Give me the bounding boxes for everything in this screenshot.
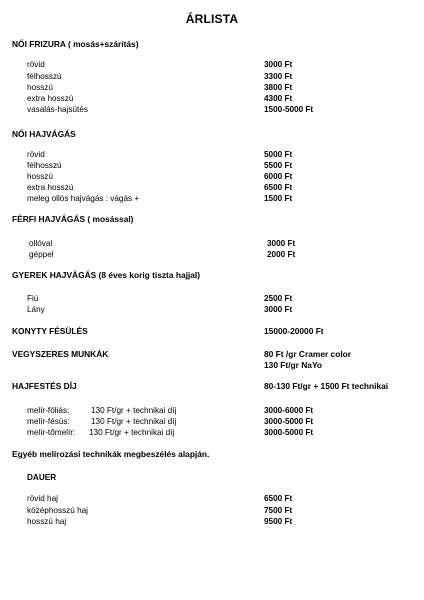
price-row: meleg ollós hajvágás : vágás + 1500 Ft (27, 194, 293, 203)
price-row: ollóval 3000 Ft (29, 239, 296, 248)
price-row: középhosszú haj 7500 Ft (27, 506, 293, 515)
price-row: hosszú 3800 Ft (27, 83, 293, 92)
section-header-hajfestes: HAJFESTÉS DÍJ 80-130 Ft/gr + 1500 Ft technikai (12, 381, 389, 391)
price-row: melír-tőmelír: 130 Ft/gr + technikai díj 3000-5000 Ft (27, 428, 314, 437)
price-row: extra hosszú 6500 Ft (27, 183, 293, 192)
price-row: Lány 3000 Ft (27, 305, 293, 314)
price-row: vasalás-hajsütés 1500-5000 Ft (27, 105, 314, 114)
vegyszeres-price-2: 130 Ft/gr NaYo (264, 360, 323, 370)
price-row: rövid 3000 Ft (27, 60, 293, 69)
section-header-konyty: KONYTY FÉSÜLÉS 15000-20000 Ft (12, 326, 324, 336)
section-header-noi-hajvagas: NŐI HAJVÁGÁS (12, 129, 76, 139)
price-row: Fiú 2500 Ft (27, 294, 293, 303)
section-header-noi-frizura: NŐI FRIZURA ( mosás+szárítás) (12, 39, 139, 49)
price-row: melír-fóliás: 130 Ft/gr + technikai díj 3000-6000 Ft (27, 406, 314, 415)
section-header-vegyszeres: VEGYSZERES MUNKÁK 80 Ft /gr Cramer color (12, 349, 352, 359)
price-row: melír-fésüs: 130 Ft/gr + technikai díj 3000-5000 Ft (27, 417, 314, 426)
page-title: ÁRLISTA (185, 12, 239, 26)
price-row: extra hosszú 4300 Ft (27, 94, 293, 103)
price-row: hosszú haj 9500 Ft (27, 517, 293, 526)
section-header-ferfi-hajvagas: FÉRFI HAJVÁGÁS ( mosással) (12, 214, 134, 224)
price-row: félhosszú 3300 Ft (27, 72, 293, 81)
price-row: rövid haj 6500 Ft (27, 494, 293, 503)
egyeb-note: Egyéb melírozási technikák megbeszélés alapján. (12, 449, 210, 459)
price-row: géppel 2000 Ft (29, 250, 296, 259)
section-header-dauer: DAUER (27, 473, 57, 482)
price-row: félhosszú 5500 Ft (27, 161, 293, 170)
price-row: hosszú 6000 Ft (27, 172, 293, 181)
price-row: rövid 5000 Ft (27, 150, 293, 159)
section-header-gyerek-hajvagas: GYEREK HAJVÁGÁS (8 éves korig tiszta hajjal) (12, 270, 201, 280)
